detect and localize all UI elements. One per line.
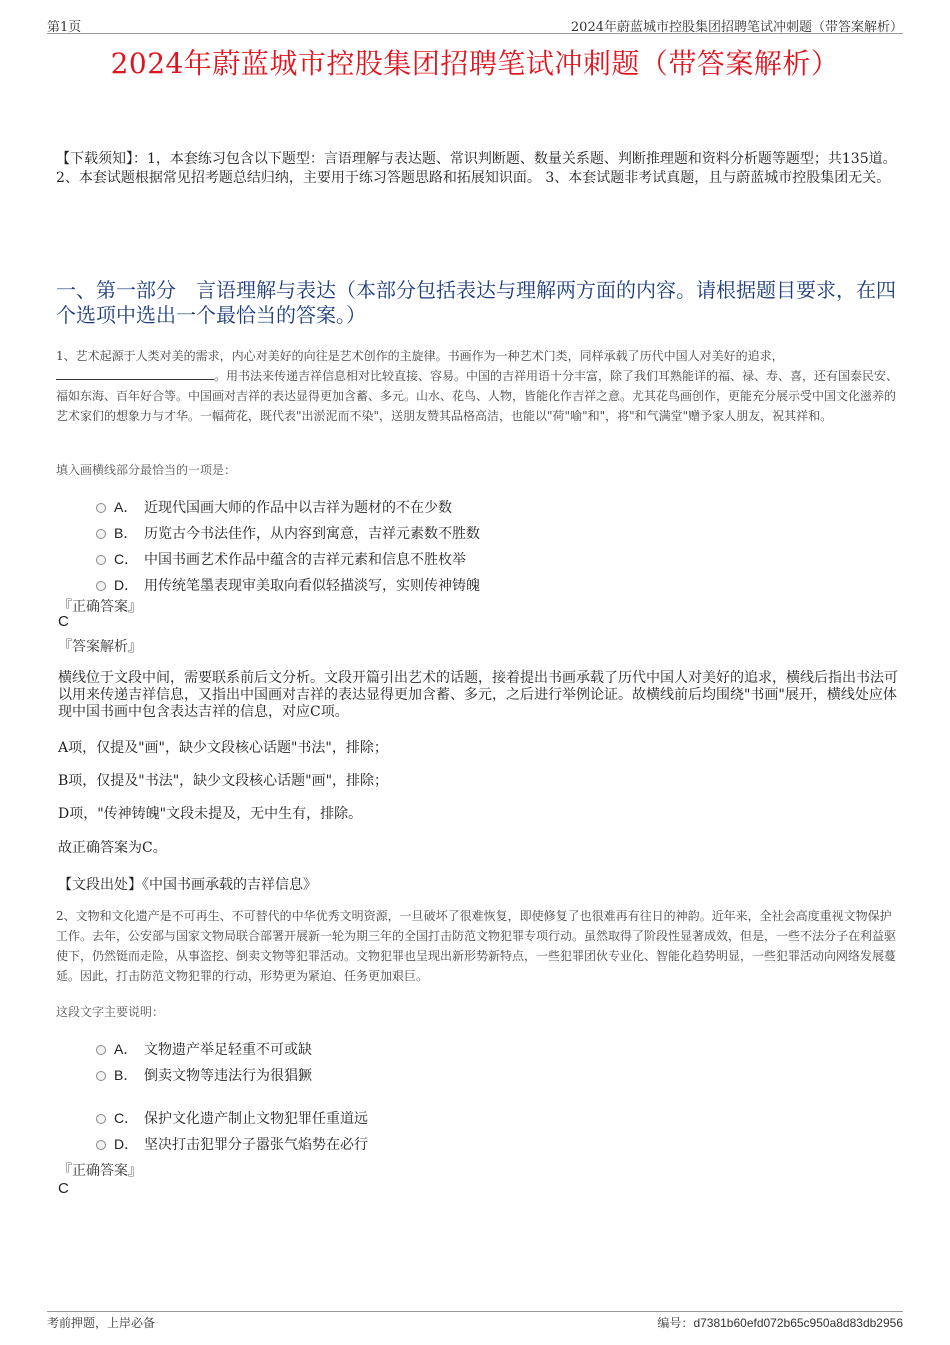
question-1-text [56, 346, 898, 426]
radio-icon[interactable] [96, 1114, 106, 1124]
download-notice: 【下载须知】：1，本套练习包含以下题型：言语理解与表达题、常识判断题、数量关系题、判断推理题和资料分析题等题型；共135道。 2、本套试题根据常见招考题总结归纳，主要用于练习答题思路和拓展知识面。 3、本套试题非考试真题，且与蔚蓝城市控股集团无关。 [56, 151, 897, 186]
option-text: 历览古今书法佳作，从内容到寓意，吉祥元素数不胜数 [144, 526, 480, 542]
radio-icon[interactable] [96, 503, 106, 513]
question-2-option-b[interactable] [96, 1065, 312, 1085]
question-1-option-d[interactable] [96, 575, 480, 595]
question-1-analysis-b: B项，仅提及"书法"，缺少文段核心话题"画"，排除； [58, 773, 389, 789]
radio-icon[interactable] [96, 1140, 106, 1150]
question-1-prompt: 填入画横线部分最恰当的一项是： [56, 463, 237, 477]
question-2-text: 2、文物和文化遗产是不可再生、不可替代的中华优秀文明资源，一旦破坏了很难恢复，即使修复了也很难再有往日的神韵。近年来，全社会高度重视文物保护工作。去年，公安部与国家文物局联合部署开展新一轮为期三年的全国打击防范文物犯罪专项行动。虽然取得了阶段性显著成效，但是，一些不法分子在利益驱使下，仍然铤而走险，从事盗挖、倒卖文物等犯罪活动。文物犯罪也呈现出新形势新特点，一些犯罪团伙专业化、智能化趋势明显，一些犯罪活动向网络发展蔓延。因此，打击防范文物犯罪的行动，形势更为紧迫、任务更加艰巨。 [56, 909, 897, 983]
option-text: 文物遗产举足轻重不可或缺 [144, 1042, 312, 1058]
question-1-text-after: 。用书法来传递吉祥信息相对比较直接、容易。中国的吉祥用语十分丰富，除了我们耳熟能详的福、禄、寿、喜，还有国泰民安、福如东海、百年好合等。中国画对吉祥的表达显得更加含蓄、多元。山水、花鸟、人物，皆能化作吉祥之意。尤其花鸟画创作，更能充分展示受中国文化滋养的艺术家们的想象力与才华。一幅荷花，既代表"出淤泥而不染"，送朋友赞其品格高洁，也能以"荷"喻"和"，将"和气满堂"赠予家人朋友，祝其祥和。 [56, 369, 899, 423]
radio-icon[interactable] [96, 529, 106, 539]
question-1-answer: C [58, 613, 69, 630]
option-text: 保护文化遗产制止文物犯罪任重道远 [144, 1111, 368, 1127]
question-1-answer-label: 『正确答案』 [58, 599, 142, 615]
radio-icon[interactable] [96, 555, 106, 565]
question-1-text-before: 1、艺术起源于人类对美的需求，内心对美好的向往是艺术创作的主旋律。书画作为一种艺术门类，同样承载了历代中国人对美好的追求， [56, 349, 784, 363]
option-letter: D． [114, 577, 139, 593]
question-1-analysis: 横线位于文段中间，需要联系前后文分析。文段开篇引出艺术的话题，接着提出书画承载了历代中国人对美好的追求，横线后指出书法可以用来传递吉祥信息，又指出中国画对吉祥的表达显得更加含蓄、多元，之后进行举例论证。故横线前后均围绕"书画"展开，横线处应体现中国书画中包含表达吉祥的信息，对应C项。 [58, 670, 898, 720]
question-2-answer-label: 『正确答案』 [58, 1163, 142, 1179]
question-2-answer: C [58, 1180, 69, 1197]
question-1-analysis-label: 『答案解析』 [58, 639, 142, 655]
question-2-option-a[interactable] [96, 1039, 312, 1059]
question-1-option-b[interactable] [96, 523, 480, 543]
footer-code-label: 编号： [657, 1316, 694, 1330]
question-2-option-d[interactable] [96, 1134, 368, 1154]
option-text: 倒卖文物等违法行为很猖獗 [144, 1068, 312, 1084]
option-letter: D． [114, 1136, 139, 1152]
question-1-analysis-d: D项，"传神铸魄"文段未提及，无中生有，排除。 [58, 806, 363, 822]
question-1-analysis-a: A项，仅提及"画"，缺少文段核心话题"书法"，排除； [58, 740, 388, 756]
question-1-source: 【文段出处】《中国书画承载的吉祥信息》 [58, 877, 317, 893]
question-1-conclusion: 故正确答案为C。 [58, 840, 167, 856]
running-header-title: 2024年蔚蓝城市控股集团招聘笔试冲刺题（带答案解析） [570, 20, 903, 35]
header-divider [47, 33, 903, 34]
option-text: 中国书画艺术作品中蕴含的吉祥元素和信息不胜枚举 [144, 552, 466, 568]
footer-doc-code [657, 1314, 903, 1331]
option-letter: C． [114, 1110, 139, 1126]
question-2-option-c[interactable] [96, 1108, 368, 1128]
radio-icon[interactable] [96, 1071, 106, 1081]
option-text: 坚决打击犯罪分子嚣张气焰势在必行 [144, 1137, 368, 1153]
footer-divider [47, 1311, 903, 1312]
page-number: 第1页 [47, 20, 82, 35]
footer-code-value: d7381b60efd072b65c950a8d83db2956 [693, 1316, 903, 1330]
option-letter: B． [114, 525, 138, 541]
question-1-option-c[interactable] [96, 549, 466, 569]
option-letter: A． [114, 1041, 138, 1057]
question-2-prompt: 这段文字主要说明： [56, 1005, 165, 1019]
option-text: 近现代国画大师的作品中以吉祥为题材的不在少数 [144, 500, 452, 516]
option-letter: A． [114, 499, 138, 515]
option-letter: B． [114, 1067, 138, 1083]
option-letter: C． [114, 551, 139, 567]
section-heading: 一、第一部分 言语理解与表达（本部分包括表达与理解两方面的内容。请根据题目要求，在四个选项中选出一个最恰当的答案。） [56, 278, 896, 327]
fill-blank-line [56, 366, 214, 380]
question-1-option-a[interactable] [96, 497, 452, 517]
option-text: 用传统笔墨表现审美取向看似轻描淡写，实则传神铸魄 [144, 578, 480, 594]
radio-icon[interactable] [96, 1045, 106, 1055]
page-title: 2024年蔚蓝城市控股集团招聘笔试冲刺题（带答案解析） [110, 47, 840, 80]
footer-slogan: 考前押题，上岸必备 [47, 1316, 156, 1330]
radio-icon[interactable] [96, 581, 106, 591]
